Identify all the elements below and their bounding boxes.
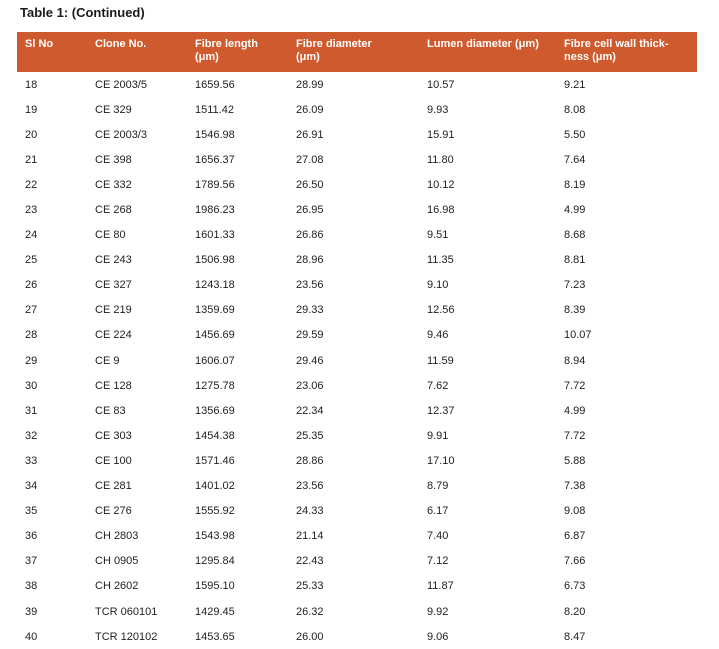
lumen-diameter-cell: 9.46 (427, 329, 449, 342)
sl-no-cell: 21 (25, 153, 38, 166)
lumen-diameter-cell: 11.87 (427, 580, 454, 593)
fibre-diameter-cell: 28.86 (296, 454, 324, 467)
cell-wall-thickness-cell: 7.23 (564, 279, 586, 292)
fibre-length-cell: 1356.69 (195, 404, 235, 417)
sl-no-cell: 38 (25, 580, 38, 593)
table-row (17, 398, 697, 423)
clone-no-cell: CE 327 (95, 279, 132, 292)
table-row (17, 549, 697, 574)
fibre-diameter-cell: 28.96 (296, 254, 324, 267)
cell-wall-thickness-cell: 7.38 (564, 480, 586, 493)
table-row (17, 97, 697, 122)
header-fibre-length (191, 32, 292, 72)
lumen-diameter-cell: 9.10 (427, 279, 449, 292)
fibre-length-cell: 1595.10 (195, 580, 235, 593)
cell-wall-thickness-cell: 9.08 (564, 505, 586, 518)
lumen-diameter-cell: 10.57 (427, 78, 455, 91)
table-row (17, 599, 697, 624)
fibre-length-cell: 1601.33 (195, 229, 235, 242)
cell-wall-thickness-cell: 8.20 (564, 605, 586, 618)
sl-no-cell: 27 (25, 304, 38, 317)
cell-wall-thickness-cell: 8.08 (564, 103, 586, 116)
lumen-diameter-cell: 6.17 (427, 505, 449, 518)
fibre-diameter-cell: 26.91 (296, 128, 324, 141)
sl-no-cell: 29 (25, 354, 38, 367)
table-row (17, 423, 697, 448)
header-cell-wall-thickness-line1: Fibre cell wall thick- (564, 38, 669, 50)
clone-no-cell: CE 80 (95, 229, 126, 242)
table-row (17, 147, 697, 172)
header-fibre-length-line1: Fibre length (195, 38, 258, 50)
fibre-length-cell: 1511.42 (195, 103, 234, 116)
fibre-diameter-cell: 21.14 (296, 530, 324, 543)
header-fibre-diameter-line1: Fibre diameter (296, 38, 372, 50)
fibre-diameter-cell: 26.09 (296, 103, 324, 116)
fibre-length-cell: 1555.92 (195, 505, 235, 518)
table-row (17, 197, 697, 222)
sl-no-cell: 22 (25, 178, 38, 191)
lumen-diameter-cell: 9.93 (427, 103, 449, 116)
sl-no-cell: 20 (25, 128, 38, 141)
fibre-length-cell: 1456.69 (195, 329, 235, 342)
fibre-length-cell: 1359.69 (195, 304, 235, 317)
header-fibre-diameter-line2: (μm) (296, 51, 320, 63)
table-row (17, 524, 697, 549)
cell-wall-thickness-cell: 6.73 (564, 580, 586, 593)
fibre-length-cell: 1656.37 (195, 153, 235, 166)
fibre-length-cell: 1295.84 (195, 555, 235, 568)
sl-no-cell: 30 (25, 379, 38, 392)
fibre-length-cell: 1543.98 (195, 530, 235, 543)
fibre-length-cell: 1506.98 (195, 254, 235, 267)
sl-no-cell: 23 (25, 204, 38, 217)
fibre-diameter-cell: 25.35 (296, 429, 324, 442)
fibre-length-cell: 1606.07 (195, 354, 235, 367)
lumen-diameter-cell: 7.40 (427, 530, 449, 543)
clone-no-cell: CH 2602 (95, 580, 139, 593)
clone-no-cell: CE 268 (95, 204, 132, 217)
clone-no-cell: CE 243 (95, 254, 132, 267)
sl-no-cell: 28 (25, 329, 38, 342)
fibre-diameter-cell: 29.46 (296, 354, 324, 367)
fibre-length-cell: 1429.45 (195, 605, 235, 618)
clone-no-cell: CE 128 (95, 379, 132, 392)
clone-no-cell: CH 0905 (95, 555, 139, 568)
lumen-diameter-cell: 17.10 (427, 454, 455, 467)
fibre-diameter-cell: 22.43 (296, 555, 324, 568)
table-row (17, 172, 697, 197)
table-row (17, 323, 697, 348)
lumen-diameter-cell: 11.59 (427, 354, 454, 367)
cell-wall-thickness-cell: 7.72 (564, 429, 586, 442)
fibre-length-cell: 1401.02 (195, 480, 235, 493)
lumen-diameter-cell: 16.98 (427, 204, 455, 217)
lumen-diameter-cell: 15.91 (427, 128, 455, 141)
header-fibre-diameter (292, 32, 423, 72)
fibre-diameter-cell: 27.08 (296, 153, 324, 166)
fibre-diameter-cell: 26.50 (296, 178, 324, 191)
fibre-diameter-cell: 26.32 (296, 605, 324, 618)
fibre-length-cell: 1571.46 (195, 454, 235, 467)
fibre-diameter-cell: 29.33 (296, 304, 324, 317)
lumen-diameter-cell: 10.12 (427, 178, 455, 191)
cell-wall-thickness-cell: 9.21 (564, 78, 586, 91)
clone-no-cell: CE 276 (95, 505, 132, 518)
clone-no-cell: CE 2003/5 (95, 78, 147, 91)
lumen-diameter-cell: 9.92 (427, 605, 449, 618)
table-row (17, 72, 697, 97)
cell-wall-thickness-cell: 4.99 (564, 204, 586, 217)
sl-no-cell: 24 (25, 229, 38, 242)
header-clone-no: Clone No. (91, 32, 191, 72)
lumen-diameter-cell: 12.56 (427, 304, 455, 317)
table-row (17, 499, 697, 524)
sl-no-cell: 18 (25, 78, 38, 91)
fibre-length-cell: 1659.56 (195, 78, 235, 91)
sl-no-cell: 35 (25, 505, 38, 518)
clone-no-cell: CE 224 (95, 329, 132, 342)
table-row (17, 248, 697, 273)
cell-wall-thickness-cell: 8.68 (564, 229, 586, 242)
sl-no-cell: 34 (25, 480, 38, 493)
clone-no-cell: CE 2003/3 (95, 128, 147, 141)
table-row (17, 122, 697, 147)
fibre-diameter-cell: 24.33 (296, 505, 324, 518)
cell-wall-thickness-cell: 8.94 (564, 354, 586, 367)
fibre-diameter-cell: 22.34 (296, 404, 324, 417)
clone-no-cell: CH 2803 (95, 530, 139, 543)
fibre-length-cell: 1986.23 (195, 204, 235, 217)
clone-no-cell: CE 303 (95, 429, 132, 442)
lumen-diameter-cell: 7.12 (427, 555, 449, 568)
header-lumen-diameter: Lumen diameter (μm) (423, 32, 560, 72)
sl-no-cell: 40 (25, 630, 38, 643)
table-row (17, 448, 697, 473)
lumen-diameter-cell: 11.80 (427, 153, 454, 166)
table-header (17, 32, 697, 72)
cell-wall-thickness-cell: 5.50 (564, 128, 586, 141)
sl-no-cell: 19 (25, 103, 38, 116)
cell-wall-thickness-cell: 6.87 (564, 530, 586, 543)
sl-no-cell: 37 (25, 555, 38, 568)
fibre-diameter-cell: 25.33 (296, 580, 324, 593)
clone-no-cell: TCR 060101 (95, 605, 158, 618)
clone-no-cell: TCR 120102 (95, 630, 158, 643)
lumen-diameter-cell: 8.79 (427, 480, 449, 493)
fibre-diameter-cell: 26.00 (296, 630, 324, 643)
lumen-diameter-cell: 12.37 (427, 404, 455, 417)
header-sl-no: Sl No (17, 32, 91, 72)
sl-no-cell: 25 (25, 254, 38, 267)
cell-wall-thickness-cell: 5.88 (564, 454, 586, 467)
lumen-diameter-cell: 9.51 (427, 229, 449, 242)
fibre-length-cell: 1789.56 (195, 178, 235, 191)
fibre-length-cell: 1454.38 (195, 429, 235, 442)
clone-no-cell: CE 9 (95, 354, 120, 367)
header-fibre-length-line2: (μm) (195, 51, 219, 63)
fibre-diameter-cell: 23.56 (296, 480, 324, 493)
lumen-diameter-cell: 9.91 (427, 429, 449, 442)
header-cell-wall-thickness-line2: ness (μm) (564, 51, 616, 63)
fibre-diameter-cell: 23.06 (296, 379, 324, 392)
clone-no-cell: CE 332 (95, 178, 132, 191)
fibre-length-cell: 1275.78 (195, 379, 235, 392)
fibre-length-cell: 1546.98 (195, 128, 235, 141)
clone-no-cell: CE 398 (95, 153, 132, 166)
fibre-properties-table (17, 32, 697, 649)
cell-wall-thickness-cell: 8.47 (564, 630, 586, 643)
lumen-diameter-cell: 7.62 (427, 379, 449, 392)
fibre-diameter-cell: 29.59 (296, 329, 324, 342)
cell-wall-thickness-cell: 7.64 (564, 153, 586, 166)
table-row (17, 273, 697, 298)
cell-wall-thickness-cell: 10.07 (564, 329, 592, 342)
cell-wall-thickness-cell: 8.19 (564, 178, 586, 191)
table-row (17, 624, 697, 649)
sl-no-cell: 32 (25, 429, 38, 442)
table-row (17, 474, 697, 499)
lumen-diameter-cell: 11.35 (427, 254, 454, 267)
fibre-diameter-cell: 28.99 (296, 78, 324, 91)
fibre-diameter-cell: 26.86 (296, 229, 324, 242)
sl-no-cell: 39 (25, 605, 38, 618)
cell-wall-thickness-cell: 4.99 (564, 404, 586, 417)
clone-no-cell: CE 83 (95, 404, 126, 417)
header-cell-wall-thickness (560, 32, 697, 72)
table-row (17, 223, 697, 248)
cell-wall-thickness-cell: 7.72 (564, 379, 586, 392)
fibre-length-cell: 1453.65 (195, 630, 235, 643)
cell-wall-thickness-cell: 7.66 (564, 555, 586, 568)
clone-no-cell: CE 100 (95, 454, 132, 467)
table-row (17, 348, 697, 373)
table-row (17, 574, 697, 599)
clone-no-cell: CE 219 (95, 304, 132, 317)
table-row (17, 373, 697, 398)
header-row (17, 32, 697, 72)
fibre-diameter-cell: 26.95 (296, 204, 324, 217)
cell-wall-thickness-cell: 8.39 (564, 304, 586, 317)
table-body (17, 72, 697, 649)
sl-no-cell: 26 (25, 279, 38, 292)
fibre-diameter-cell: 23.56 (296, 279, 324, 292)
table-caption: Table 1: (Continued) (20, 5, 145, 20)
fibre-length-cell: 1243.18 (195, 279, 235, 292)
clone-no-cell: CE 329 (95, 103, 132, 116)
table-row (17, 298, 697, 323)
cell-wall-thickness-cell: 8.81 (564, 254, 586, 267)
sl-no-cell: 31 (25, 404, 38, 417)
clone-no-cell: CE 281 (95, 480, 132, 493)
sl-no-cell: 33 (25, 454, 38, 467)
lumen-diameter-cell: 9.06 (427, 630, 449, 643)
sl-no-cell: 36 (25, 530, 38, 543)
